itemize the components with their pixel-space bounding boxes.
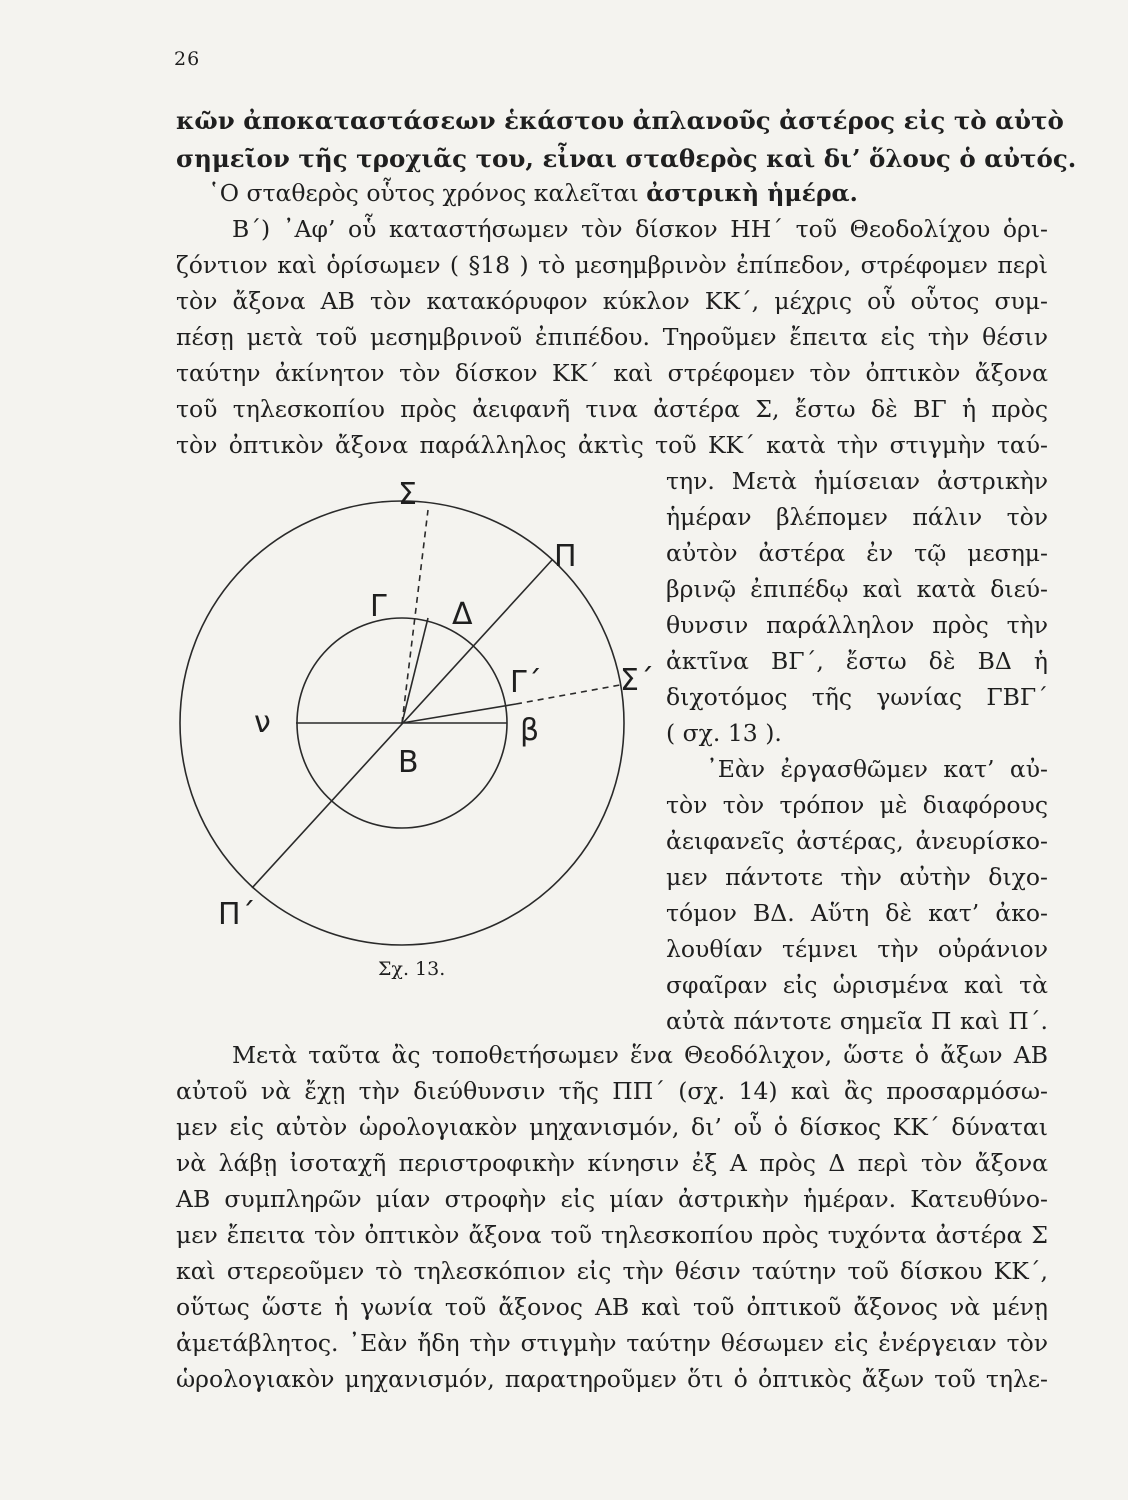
label-beta-center: Β — [398, 745, 419, 780]
label-gamma: Γ — [370, 589, 387, 624]
figure-13-diagram — [170, 468, 660, 1028]
text-line: τόμον ΒΔ. Αὕτη δὲ κατ’ ἀκο- — [666, 899, 1048, 927]
text-line: την. Μετὰ ἡμίσειαν ἀστρικὴν — [666, 467, 1048, 495]
text-line — [208, 178, 858, 208]
text-line: ταύτην ἀκίνητον τὸν δίσκον ΚΚ΄ καὶ στρέφομεν τὸν ὀπτικὸν ἄξονα — [176, 359, 1048, 387]
text-line: αὐτὸν ἀστέρα ἐν τῷ μεσημ- — [666, 539, 1048, 567]
text-line: οὕτως ὥστε ἡ γωνία τοῦ ἄξονος ΑΒ καὶ τοῦ ὀπτικοῦ ἄξονος νὰ μένῃ — [176, 1293, 1048, 1321]
label-gamma-prime: Γ΄ — [510, 665, 542, 700]
figure-caption: Σχ. 13. — [378, 958, 446, 980]
definition-term: ἀστρικὴ ἡμέρα. — [646, 179, 858, 207]
text-line: ἀειφανεῖς ἀστέρας, ἀνευρίσκο- — [666, 827, 1048, 855]
text-line: τὸν ἄξονα ΑΒ τὸν κατακόρυφον κύκλον ΚΚ΄, μέχρις οὗ οὗτος συμ- — [176, 287, 1048, 315]
text-line: θυνσιν παράλληλον πρὸς τὴν — [666, 611, 1048, 639]
definition-text: ῾Ο σταθερὸς οὗτος χρόνος καλεῖται — [208, 179, 647, 207]
text-line: νὰ λάβῃ ἰσοταχῆ περιστροφικὴν κίνησιν ἐξ Α πρὸς Δ περὶ τὸν ἄξονα — [176, 1149, 1048, 1177]
text-line: ἀμετάβλητος. ᾿Εὰν ἤδη τὴν στιγμὴν ταύτην θέσωμεν εἰς ἐνέργειαν τὸν — [176, 1329, 1048, 1357]
text-line: Β΄) ᾿Αφ’ οὗ καταστήσωμεν τὸν δίσκον ΗΗ΄ τοῦ Θεοδολίχου ὁρι- — [232, 215, 1048, 243]
text-line: ὡρολογιακὸν μηχανισμόν, παρατηροῦμεν ὅτι ὁ ὀπτικὸς ἄξων τοῦ τηλε- — [176, 1365, 1048, 1393]
text-line: πέσῃ μετὰ τοῦ μεσημβρινοῦ ἐπιπέδου. Τηροῦμεν ἔπειτα εἰς τὴν θέσιν — [176, 323, 1048, 351]
text-line: ᾿Εὰν ἐργασθῶμεν κατ’ αὐ- — [706, 755, 1048, 783]
label-beta-small: β — [520, 713, 540, 748]
text-line: μεν πάντοτε τὴν αὐτὴν διχο- — [666, 863, 1048, 891]
text-line: ἡμέραν βλέπομεν πάλιν τὸν — [666, 503, 1048, 531]
text-line: σημεῖον τῆς τροχιᾶς του, εἶναι σταθερὸς καὶ δι’ ὅλους ὁ αὐτός. — [176, 144, 1077, 173]
text-line: Μετὰ ταῦτα ἂς τοποθετήσωμεν ἕνα Θεοδόλιχον, ὥστε ὁ ἄξων ΑΒ — [232, 1041, 1048, 1069]
text-line: μεν εἰς αὐτὸν ὡρολογιακὸν μηχανισμόν, δι’ οὗ ὁ δίσκος ΚΚ΄ δύναται — [176, 1113, 1048, 1141]
text-line: τοῦ τηλεσκοπίου πρὸς ἀειφανῆ τινα ἀστέρα Σ, ἔστω δὲ ΒΓ ἡ πρὸς — [176, 395, 1048, 423]
text-line: βρινῷ ἐπιπέδῳ καὶ κατὰ διεύ- — [666, 575, 1048, 603]
text-line: ἀκτῖνα ΒΓ΄, ἔστω δὲ ΒΔ ἡ — [666, 647, 1048, 675]
text-line: καὶ στερεοῦμεν τὸ τηλεσκόπιον εἰς τὴν θέσιν ταύτην τοῦ δίσκου ΚΚ΄, — [176, 1257, 1048, 1285]
text-line: ζόντιον καὶ ὁρίσωμεν ( §18 ) τὸ μεσημβρινὸν ἐπίπεδον, στρέφομεν περὶ — [176, 251, 1048, 279]
sigma-dashed-line — [402, 510, 428, 723]
label-sigma: Σ — [398, 477, 417, 512]
text-line: μεν ἔπειτα τὸν ὀπτικὸν ἄξονα τοῦ τηλεσκοπίου πρὸς τυχόντα ἀστέρα Σ — [176, 1221, 1048, 1249]
text-line: διχοτόμος τῆς γωνίας ΓΒΓ΄ — [666, 683, 1048, 711]
text-line: κῶν ἀποκαταστάσεων ἑκάστου ἀπλανοῦς ἀστέρος εἰς τὸ αὐτὸ — [176, 106, 1064, 135]
text-line: τὸν ὀπτικὸν ἄξονα παράλληλος ἀκτὶς τοῦ ΚΚ΄ κατὰ τὴν στιγμὴν ταύ- — [176, 431, 1048, 459]
label-delta: Δ — [452, 597, 473, 632]
label-pi-prime: Π΄ — [218, 897, 256, 932]
text-line: ( σχ. 13 ). — [666, 719, 782, 747]
text-line: αὐτὰ πάντοτε σημεῖα Π καὶ Π΄. — [666, 1007, 1048, 1035]
radius-b-gamma — [402, 618, 428, 723]
label-nu: ν — [254, 705, 271, 740]
text-line: λουθίαν τέμνει τὴν οὐράνιον — [666, 935, 1048, 963]
text-line: τὸν τὸν τρόπον μὲ διαφόρους — [666, 791, 1048, 819]
radius-b-gamma-prime — [402, 704, 516, 723]
text-line: αὐτοῦ νὰ ἔχῃ τὴν διεύθυνσιν τῆς ΠΠ΄ (σχ. 14) καὶ ἂς προσαρμόσω- — [176, 1077, 1048, 1105]
label-sigma-prime: Σ΄ — [620, 663, 654, 698]
label-pi: Π — [554, 539, 577, 574]
page-number: 26 — [174, 48, 201, 70]
text-line: ΑΒ συμπληρῶν μίαν στροφὴν εἰς μίαν ἀστρικὴν ἡμέραν. Κατευθύνο- — [176, 1185, 1048, 1213]
text-line: σφαῖραν εἰς ὡρισμένα καὶ τὰ — [666, 971, 1048, 999]
